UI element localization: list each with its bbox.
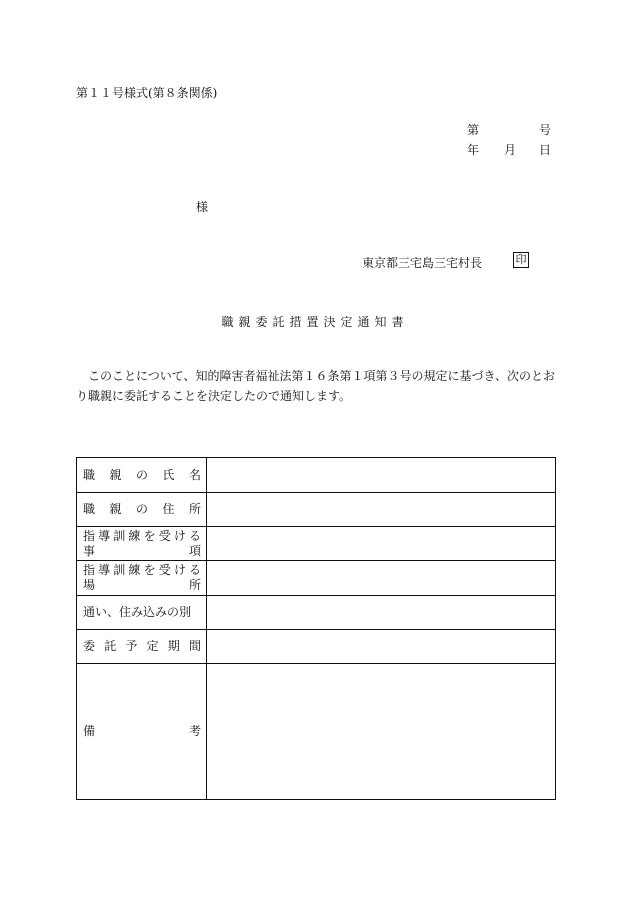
label-char: 受: [158, 563, 171, 577]
date-day-label: 日: [538, 143, 551, 157]
detail-table: [76, 457, 556, 800]
label-char: の: [135, 502, 148, 516]
value-training-subject[interactable]: [207, 527, 556, 561]
label-char: 事: [83, 543, 96, 558]
value-foster-employer-address[interactable]: [207, 493, 556, 527]
row-label-foster-employer-name: [77, 458, 207, 493]
label-char: 考: [188, 724, 201, 738]
label-char: 予: [125, 639, 138, 653]
label-char: る: [188, 563, 201, 577]
label-line: [83, 544, 201, 559]
value-remarks[interactable]: [207, 664, 556, 800]
label-text: [83, 468, 201, 483]
table-row: [77, 493, 556, 527]
label-char: 練: [128, 528, 141, 543]
table-row: [77, 630, 556, 664]
recipient-honorific: 様: [196, 200, 209, 214]
row-label-commute-or-live-in: [77, 596, 207, 630]
label-char: 住: [162, 502, 175, 516]
label-char: 訓: [113, 563, 126, 577]
document-number: [467, 121, 551, 137]
issue-date: [467, 141, 551, 157]
body-text: このことについて、知的障害者福祉法第１６条第１項第３号の規定に基づき、次のとおり職親に委託することを決定したので通知します。: [76, 369, 556, 403]
label-char: 受: [158, 528, 171, 543]
label-char: 職: [83, 467, 96, 482]
label-line: [83, 578, 201, 593]
table-row: [77, 561, 556, 596]
label-char: 親: [109, 467, 122, 482]
label-char: を: [143, 563, 156, 577]
label-char: の: [135, 467, 148, 482]
label-char: 職: [83, 502, 96, 516]
label-char: を: [143, 528, 156, 543]
label-text: [83, 724, 201, 739]
value-commute-or-live-in[interactable]: [207, 596, 556, 630]
label-line: [83, 563, 201, 578]
document-title: 職親委託措置決定通知書: [221, 315, 409, 329]
date-month-label: 月: [504, 143, 517, 157]
row-label-planned-period: [77, 630, 207, 664]
label-char: 導: [98, 563, 111, 577]
label-char: 親: [109, 502, 122, 516]
document-number-suffix: 号: [538, 123, 551, 137]
label-char: け: [173, 528, 186, 543]
label-char: 委: [83, 639, 96, 653]
label-char: 所: [188, 502, 201, 516]
label-char: 指: [83, 563, 96, 577]
label-char: 項: [188, 543, 201, 558]
label-char: 名: [188, 467, 201, 482]
table-row: [77, 664, 556, 800]
label-char: 定: [146, 639, 159, 653]
label-text: [83, 502, 201, 517]
row-label-remarks: [77, 664, 207, 800]
label-char: 備: [83, 724, 96, 738]
label-char: 間: [188, 639, 201, 653]
label-char: 導: [98, 528, 111, 543]
row-label-foster-employer-address: [77, 493, 207, 527]
date-year-label: 年: [467, 143, 480, 157]
table-row: [77, 527, 556, 561]
label-char: 訓: [113, 528, 126, 543]
label-char: け: [173, 563, 186, 577]
document-number-prefix: 第: [467, 123, 480, 137]
row-label-training-location: [77, 561, 207, 596]
label-char: 託: [104, 639, 117, 653]
label-char: 所: [188, 578, 201, 592]
value-foster-employer-name[interactable]: [207, 458, 556, 493]
value-planned-period[interactable]: [207, 630, 556, 664]
value-training-location[interactable]: [207, 561, 556, 596]
label-text: 通い、住み込みの別: [83, 605, 192, 619]
label-char: る: [188, 528, 201, 543]
issuer-name: 東京都三宅島三宅村長: [362, 256, 483, 270]
row-label-training-subject: [77, 527, 207, 561]
seal-mark: 印: [513, 252, 529, 268]
label-char: 指: [83, 528, 96, 543]
form-number: 第１１号様式(第８条関係): [76, 86, 218, 100]
label-line: [83, 529, 201, 544]
label-char: 練: [128, 563, 141, 577]
label-char: 場: [83, 578, 96, 592]
table-row: [77, 458, 556, 493]
table-row: [77, 596, 556, 630]
label-char: 氏: [162, 467, 175, 482]
label-char: 期: [167, 639, 180, 653]
label-text: [83, 639, 201, 654]
